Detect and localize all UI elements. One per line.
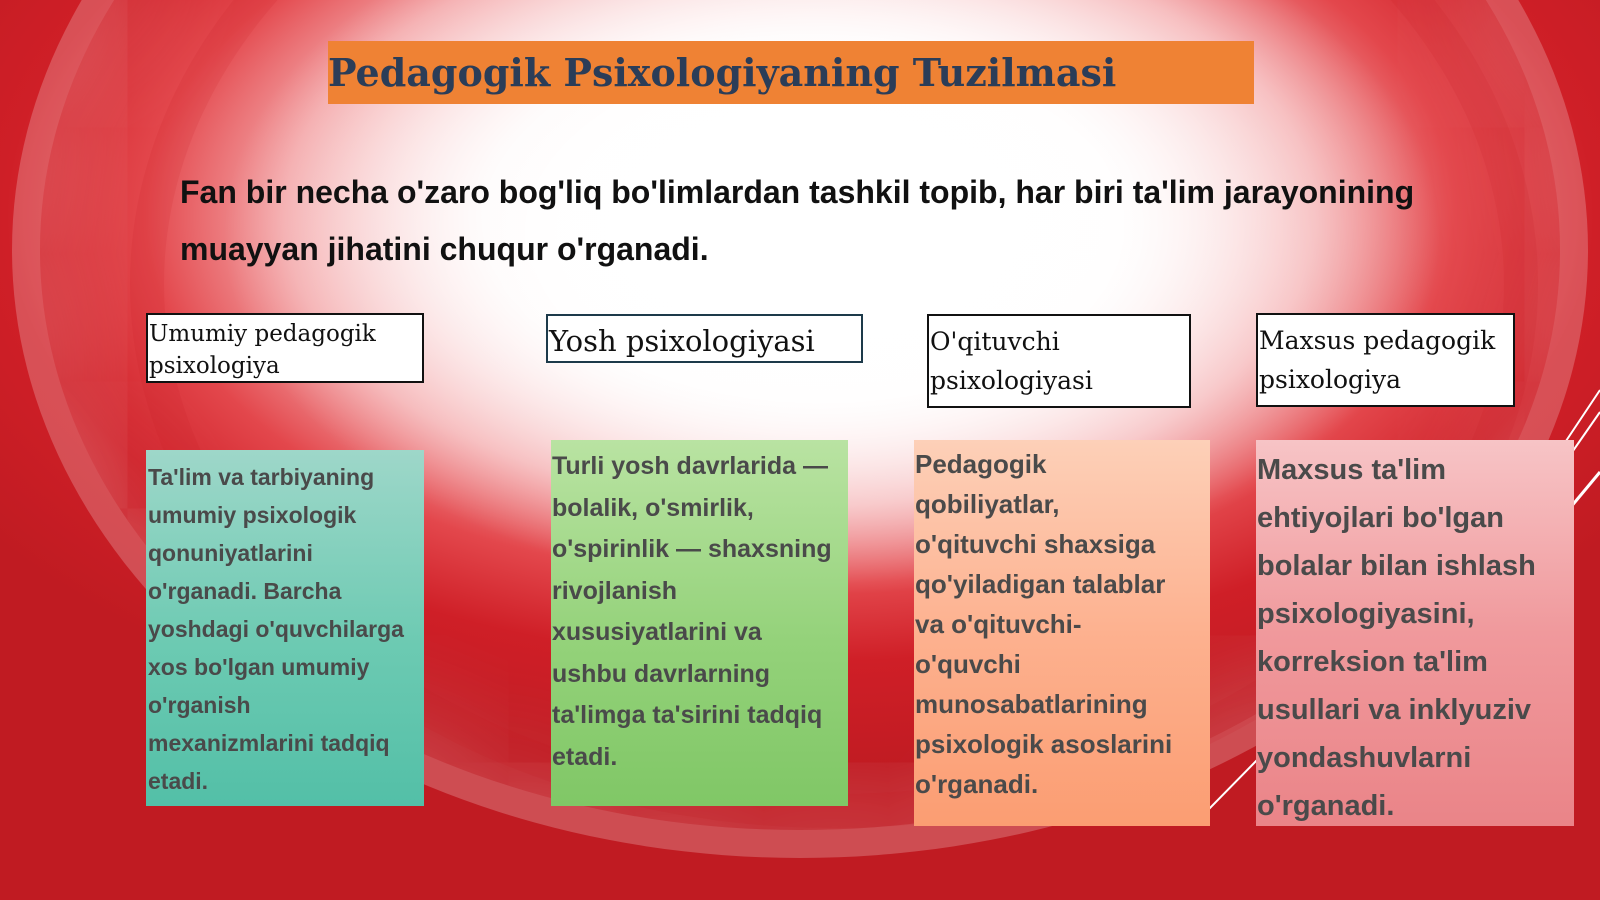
card-line: xos bo'lgan umumiy	[148, 654, 370, 680]
card-line: xususiyatlarini va	[552, 618, 762, 646]
card-line: Turli yosh davrlarida —	[552, 452, 829, 480]
section-heading-general	[146, 313, 424, 383]
card-line: Maxsus ta'lim	[1257, 454, 1447, 486]
card-line: bolalar bilan ishlash	[1257, 550, 1536, 582]
card-line: o'rganadi.	[1257, 790, 1395, 822]
card-line: usullari va inklyuziv	[1257, 694, 1531, 726]
card-line: psixologik asoslarini	[915, 729, 1173, 759]
card-line: o'rganadi.	[915, 769, 1039, 799]
card-line: bolalik, o'smirlik,	[552, 493, 754, 522]
card-line: etadi.	[148, 768, 209, 794]
intro-text: Fan bir necha o'zaro bog'liq bo'limlardan tashkil topib, har biri ta'lim jarayonining muayyan jihatini chuqur o'rganadi.	[180, 174, 1415, 267]
card-line: qo'yiladigan talablar	[915, 569, 1166, 599]
card-line: va o'qituvchi-	[915, 609, 1082, 639]
card-line: yondashuvlarni	[1257, 742, 1472, 774]
section-heading-special	[1256, 313, 1515, 407]
card-line: qonuniyatlarini	[148, 540, 313, 566]
card-line: korreksion ta'lim	[1257, 646, 1488, 678]
section-heading-age	[546, 314, 863, 363]
card-line: ta'limga ta'sirini tadqiq	[552, 701, 823, 729]
section-card-general	[146, 450, 424, 806]
card-line: o'spirinlik — shaxsning	[552, 535, 832, 563]
card-line: qobiliyatlar,	[915, 489, 1060, 519]
card-line: mexanizmlarini tadqiq	[148, 730, 390, 756]
card-line: munosabatlarining	[915, 689, 1148, 719]
section-card-teacher	[914, 440, 1210, 826]
card-line: o'rganish	[148, 692, 251, 718]
card-line: Ta'lim va tarbiyaning	[148, 464, 375, 490]
heading-line: Yosh psixologiyasi	[549, 324, 815, 358]
heading-line: Umumiy pedagogik	[149, 321, 376, 347]
heading-line: psixologiya	[149, 353, 280, 379]
heading-line: O'qituvchi	[930, 327, 1060, 356]
card-line: Pedagogik	[915, 449, 1047, 479]
card-line: rivojlanish	[552, 576, 678, 605]
card-line: umumiy psixologik	[148, 502, 357, 528]
heading-line: psixologiyasi	[930, 366, 1093, 395]
heading-line: Maxsus pedagogik	[1259, 326, 1496, 355]
card-line: psixologiyasini,	[1257, 598, 1475, 630]
heading-line: psixologiya	[1259, 365, 1402, 394]
card-line: yoshdagi o'quvchilarga	[148, 616, 404, 642]
card-line: o'rganadi. Barcha	[148, 578, 342, 604]
section-heading-teacher	[927, 314, 1191, 408]
card-line: o'qituvchi shaxsiga	[915, 529, 1156, 559]
section-card-age	[551, 440, 848, 806]
card-line: etadi.	[552, 742, 618, 771]
card-line: ushbu davrlarning	[552, 659, 771, 688]
slide-title: Pedagogik Psixologiyaning Tuzilmasi	[328, 50, 1117, 95]
card-line: o'quvchi	[915, 649, 1021, 679]
card-line: ehtiyojlari bo'lgan	[1257, 502, 1504, 534]
section-card-special	[1256, 440, 1574, 826]
